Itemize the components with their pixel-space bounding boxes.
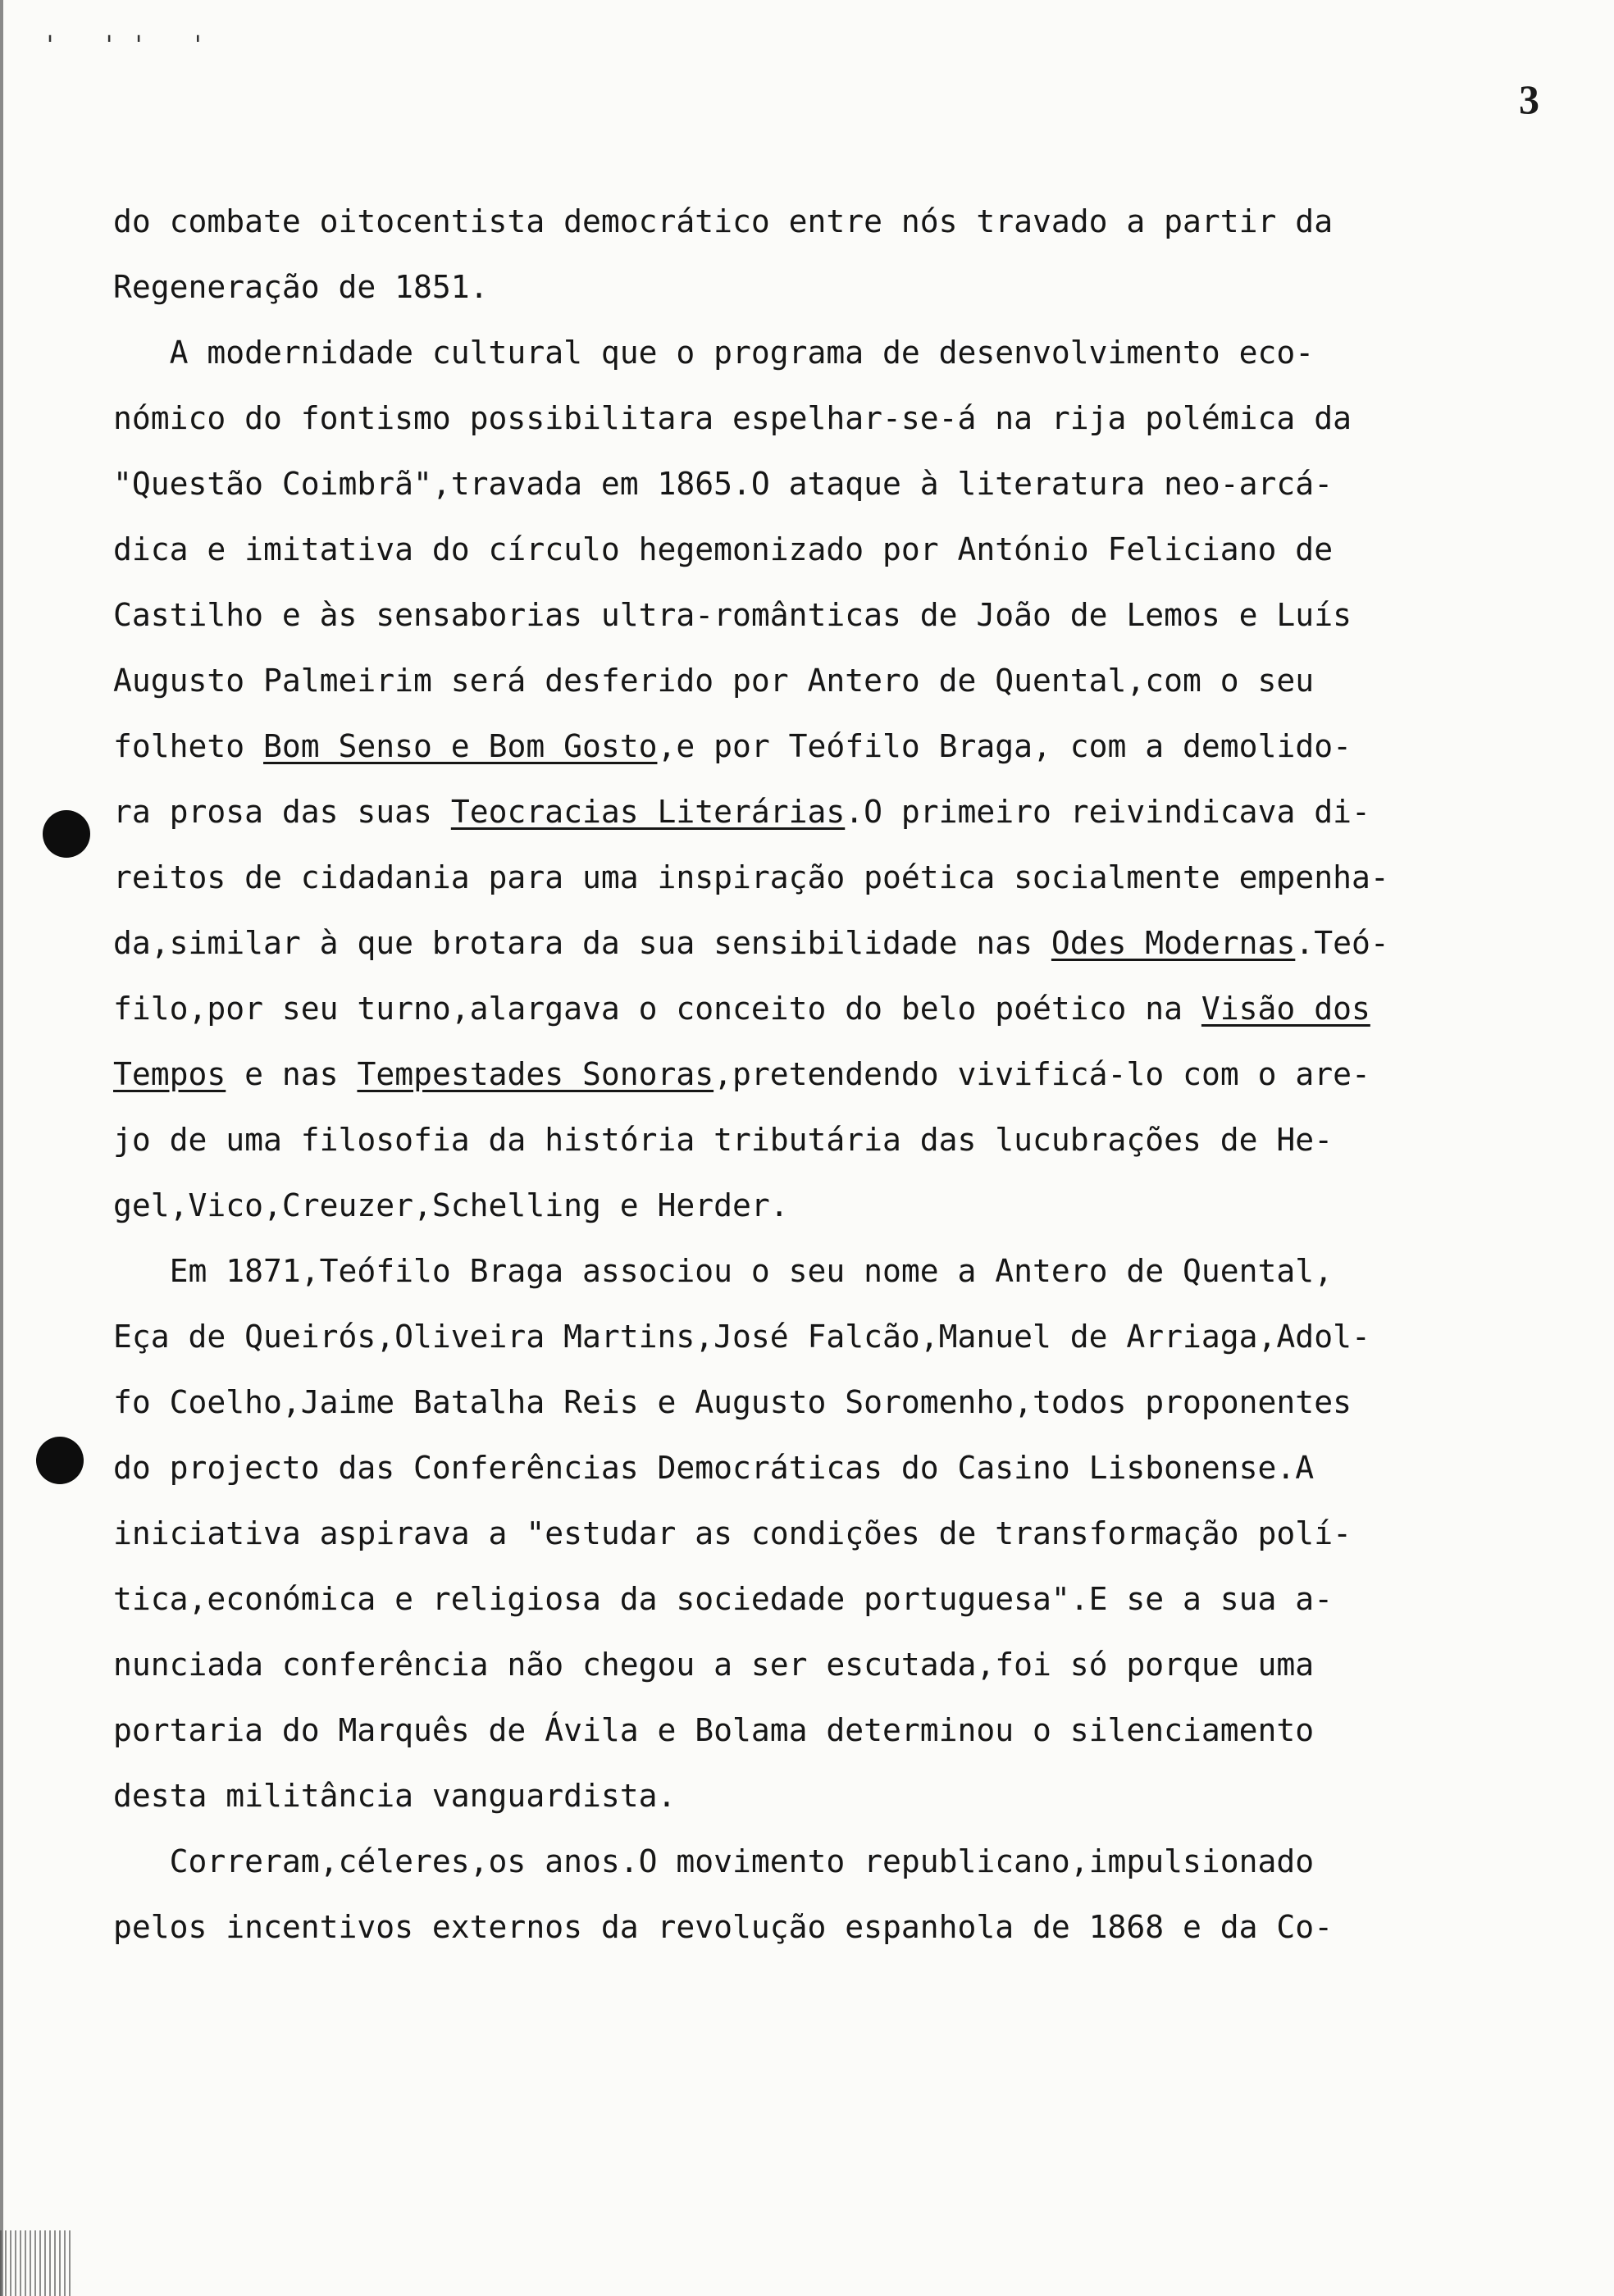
text-line — [113, 1435, 1507, 1501]
text-segment: da,similar à que brotara da sua sensibilidade nas — [113, 925, 1051, 961]
text-line — [113, 1763, 1507, 1829]
text-segment: iniciativa aspirava a "estudar as condições de transformação polí- — [113, 1515, 1352, 1551]
text-line — [113, 1107, 1507, 1173]
text-line — [113, 320, 1507, 385]
text-line — [113, 910, 1507, 976]
text-line — [113, 582, 1507, 648]
text-segment: nunciada conferência não chegou a ser escutada,foi só porque uma — [113, 1647, 1315, 1683]
page-number: 3 — [1519, 76, 1539, 122]
text-segment: ra prosa das suas — [113, 794, 451, 830]
text-line — [113, 976, 1507, 1041]
text-segment: do combate oitocentista democrático entre nós travado a partir da — [113, 203, 1334, 239]
text-segment: desta militância vanguardista. — [113, 1778, 677, 1814]
underlined-title: Tempestades Sonoras — [357, 1056, 714, 1092]
text-line — [113, 1894, 1507, 1960]
text-segment: nómico do fontismo possibilitara espelhar-se-á na rija polémica da — [113, 400, 1352, 436]
text-segment: Castilho e às sensaborias ultra-românticas de João de Lemos e Luís — [113, 597, 1352, 633]
text-segment: Augusto Palmeirim será desferido por Antero de Quental,com o seu — [113, 663, 1315, 699]
text-line — [113, 517, 1507, 582]
text-segment: reitos de cidadania para uma inspiração poética socialmente empenha- — [113, 859, 1389, 895]
text-line — [113, 1632, 1507, 1697]
text-segment: folheto — [113, 728, 264, 764]
text-line — [113, 845, 1507, 910]
text-line — [113, 1173, 1507, 1238]
scan-smudge — [0, 2230, 74, 2296]
text-line — [113, 1829, 1507, 1894]
scan-left-edge — [0, 0, 3, 2296]
punch-hole — [36, 1437, 84, 1484]
text-line — [113, 713, 1507, 779]
text-line — [113, 385, 1507, 451]
text-line — [113, 254, 1507, 320]
text-segment: "Questão Coimbrã",travada em 1865.O ataque à literatura neo-arcá- — [113, 466, 1334, 502]
underlined-title: Odes Modernas — [1051, 925, 1296, 961]
text-segment: A modernidade cultural que o programa de desenvolvimento eco- — [113, 335, 1315, 371]
text-segment: Regeneração de 1851. — [113, 269, 489, 305]
text-segment: Correram,céleres,os anos.O movimento republicano,impulsionado — [113, 1843, 1315, 1879]
text-line — [113, 451, 1507, 517]
text-line — [113, 1566, 1507, 1632]
text-line — [113, 1304, 1507, 1369]
underlined-title: Visão dos — [1201, 991, 1370, 1027]
text-segment: portaria do Marquês de Ávila e Bolama determinou o silenciamento — [113, 1712, 1315, 1748]
text-segment: .O primeiro reivindicava di- — [845, 794, 1370, 830]
text-segment: jo de uma filosofia da história tributária das lucubrações de He- — [113, 1122, 1334, 1158]
text-segment: Eça de Queirós,Oliveira Martins,José Falcão,Manuel de Arriaga,Adol- — [113, 1319, 1370, 1355]
underlined-title: Bom Senso e Bom Gosto — [263, 728, 658, 764]
text-line — [113, 1238, 1507, 1304]
text-segment: e nas — [226, 1056, 358, 1092]
underlined-title: Teocracias Literárias — [450, 794, 846, 830]
text-segment: .Teó- — [1295, 925, 1389, 961]
text-line — [113, 779, 1507, 845]
text-line — [113, 189, 1507, 254]
punch-hole — [43, 810, 90, 858]
text-segment: ,e por Teófilo Braga, com a demolido- — [657, 728, 1352, 764]
text-line — [113, 1501, 1507, 1566]
text-line — [113, 648, 1507, 713]
text-segment: gel,Vico,Creuzer,Schelling e Herder. — [113, 1187, 789, 1223]
text-segment: ,pretendendo vivificá-lo com o are- — [714, 1056, 1370, 1092]
text-segment: tica,económica e religiosa da sociedade portuguesa".E se a sua a- — [113, 1581, 1334, 1617]
text-line — [113, 1041, 1507, 1107]
body-text — [113, 189, 1507, 1960]
text-line — [113, 1369, 1507, 1435]
text-segment: filo,por seu turno,alargava o conceito do belo poético na — [113, 991, 1201, 1027]
text-segment: do projecto das Conferências Democráticas do Casino Lisbonense.A — [113, 1450, 1315, 1486]
text-segment: Em 1871,Teófilo Braga associou o seu nome a Antero de Quental, — [113, 1253, 1334, 1289]
underlined-title: Tempos — [113, 1056, 226, 1092]
text-line — [113, 1697, 1507, 1763]
text-segment: dica e imitativa do círculo hegemonizado por António Feliciano de — [113, 531, 1334, 567]
corner-mark: ' '' ' — [43, 31, 221, 60]
text-segment: pelos incentivos externos da revolução espanhola de 1868 e da Co- — [113, 1909, 1334, 1945]
text-segment: fo Coelho,Jaime Batalha Reis e Augusto Soromenho,todos proponentes — [113, 1384, 1352, 1420]
